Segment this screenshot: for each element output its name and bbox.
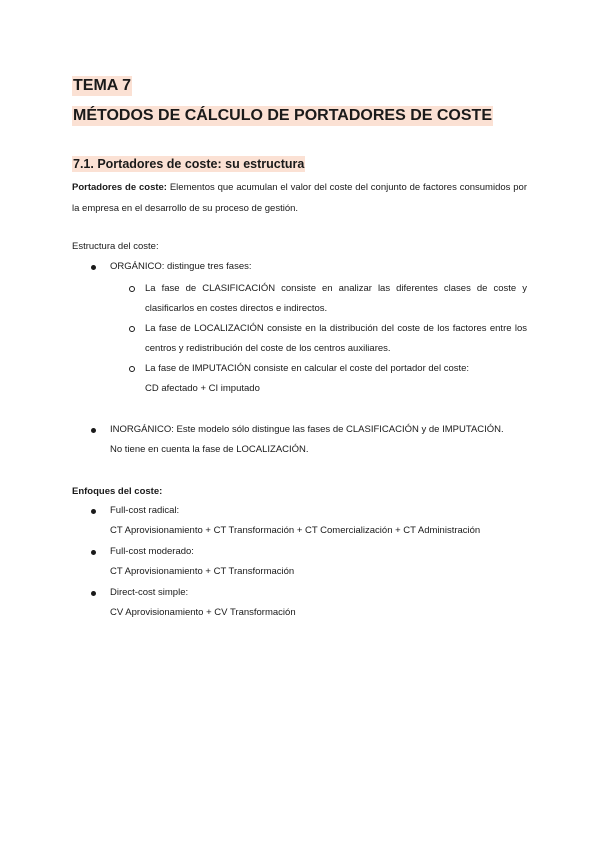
enfoque-name: Full-cost moderado: bbox=[110, 546, 194, 557]
inorganico-line1: INORGÁNICO: Este modelo sólo distingue las fases de CLASIFICACIÓN y de IMPUTACIÓN. bbox=[110, 424, 504, 435]
inorganico-line2: No tiene en cuenta la fase de LOCALIZACIÓN. bbox=[110, 444, 309, 455]
enfoque-formula: CT Aprovisionamiento + CT Transformación + CT Comercialización + CT Administración bbox=[110, 525, 481, 536]
enfoques-label: Enfoques del coste: bbox=[72, 486, 163, 497]
organico-label: ORGÁNICO: distingue tres fases: bbox=[110, 261, 252, 272]
bullet-dot bbox=[91, 550, 96, 555]
circle-bullet bbox=[129, 366, 135, 372]
enfoque-formula: CT Aprovisionamiento + CT Transformación bbox=[110, 566, 295, 577]
definition-text: Elementos que acumulan el valor del coste del conjunto de factores consumidos por la empresa en el desarrollo de su proceso de gestión. bbox=[72, 182, 527, 214]
bullet-dot bbox=[91, 509, 96, 514]
definition-term: Portadores de coste: bbox=[72, 182, 167, 193]
bullet-dot bbox=[91, 591, 96, 596]
fase-localizacion: La fase de LOCALIZACIÓN consiste en la distribución del coste de los factores entre los centros y redistribución del coste de los centros auxiliares. bbox=[145, 323, 527, 354]
page-title: MÉTODOS DE CÁLCULO DE PORTADORES DE COSTE bbox=[73, 107, 492, 124]
fase-imputacion: La fase de IMPUTACIÓN consiste en calcular el coste del portador del coste: bbox=[145, 363, 470, 374]
fase-clasificacion: La fase de CLASIFICACIÓN consiste en analizar las diferentes clases de coste y clasificarlos en costes directos e indirectos. bbox=[145, 283, 527, 314]
imputacion-formula: CD afectado + CI imputado bbox=[145, 383, 260, 394]
enfoque-name: Full-cost radical: bbox=[110, 505, 180, 516]
section-heading: 7.1. Portadores de coste: su estructura bbox=[73, 157, 305, 171]
circle-bullet bbox=[129, 286, 135, 292]
tema-heading: TEMA 7 bbox=[73, 77, 132, 94]
estructura-label: Estructura del coste: bbox=[72, 241, 159, 252]
enfoque-formula: CV Aprovisionamiento + CV Transformación bbox=[110, 607, 296, 618]
bullet-dot bbox=[91, 428, 96, 433]
bullet-dot bbox=[91, 265, 96, 270]
enfoque-name: Direct-cost simple: bbox=[110, 587, 189, 598]
definition-paragraph bbox=[72, 177, 527, 219]
circle-bullet bbox=[129, 326, 135, 332]
